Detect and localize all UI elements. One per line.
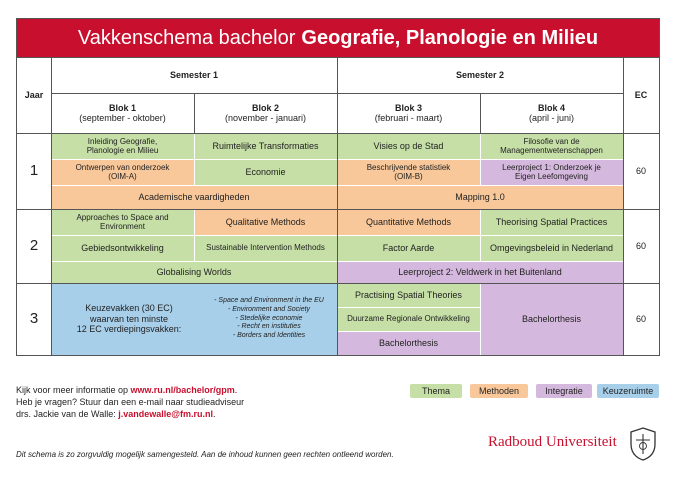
year-1-number: 1 (29, 162, 39, 180)
verdiepingsvakken-list (204, 297, 334, 341)
course-ontwerpen-van-onderzoek: Ontwerpen van onderzoek (OIM-A) (51, 159, 194, 185)
year-1-ec: 60 (635, 165, 646, 176)
course-mapping: Mapping 1.0 (337, 185, 623, 209)
list-item: - Environment and Society (227, 305, 311, 313)
course-visies-op-de-stad: Visies op de Stad (337, 133, 480, 159)
legend-integratie: Integratie (536, 384, 592, 398)
course-academische-vaardigheden: Academische vaardigheden (51, 185, 337, 209)
course-economie: Economie (194, 159, 337, 185)
list-item: - Space and Environment in the EU (214, 297, 324, 305)
course-qualitative-methods: Qualitative Methods (194, 209, 337, 235)
course-bachelorthesis-blok3: Bachelorthesis (337, 331, 480, 355)
course-quantitative-methods: Quantitative Methods (337, 209, 480, 235)
list-item: - Borders and Identities (232, 332, 306, 340)
header-semester-2: Semester 2 (455, 69, 505, 80)
university-crest-icon (628, 426, 658, 462)
course-leerproject-1: Leerproject 1: Onderzoek je Eigen Leefomgeving (480, 159, 623, 185)
course-filosofie-management: Filosofie van de Managementwetenschappen (480, 133, 623, 159)
year-3-number: 3 (29, 310, 39, 328)
footer-line-3: drs. Jackie van de Walle: j.vandewalle@fm.ru.nl. (16, 409, 216, 420)
title-bold: Geografie, Planologie en Milieu (301, 26, 599, 49)
email-link[interactable]: j.vandewalle@fm.ru.nl (118, 409, 214, 420)
course-gebiedsontwikkeling: Gebiedsontwikkeling (51, 235, 194, 261)
university-logo-text: Radboud Universiteit (488, 434, 617, 450)
footer-line-1: Kijk voor meer informatie op www.ru.nl/bachelor/gpm. (16, 385, 238, 395)
keuzevakken-text: Keuzevakken (30 EC) waarvan ten minste 12 EC verdiepingsvakken: (76, 303, 182, 335)
course-theorising-spatial-practices: Theorising Spatial Practices (480, 209, 623, 235)
footer-line-2: Heb je vragen? Stuur dan een e-mail naar studieadviseur (16, 397, 245, 408)
year-2-ec: 60 (635, 240, 646, 251)
course-schedule-table (16, 18, 660, 356)
legend-thema: Thema (410, 384, 462, 398)
header-semester-1: Semester 1 (169, 69, 219, 80)
year-3-ec: 60 (635, 313, 646, 324)
legend-methoden: Methoden (470, 384, 528, 398)
course-ruimtelijke-transformaties: Ruimtelijke Transformaties (194, 133, 337, 159)
header-blok-1: Blok 1 (september - oktober) (79, 102, 166, 123)
header-ec: EC (634, 89, 648, 100)
course-bachelorthesis-blok4: Bachelorthesis (480, 283, 623, 355)
list-item: - Recht en instituties (237, 323, 301, 331)
header-blok-2: Blok 2 (november - januari) (224, 102, 307, 123)
course-omgevingsbeleid: Omgevingsbeleid in Nederland (480, 235, 623, 261)
course-leerproject-2: Leerproject 2: Veldwerk in het Buitenland (337, 261, 623, 283)
keuzeruimte-block (51, 283, 337, 355)
footer-info (16, 384, 244, 420)
course-sustainable-intervention-methods: Sustainable Intervention Methods (194, 235, 337, 261)
header-blok-4: Blok 4 (april - juni) (528, 102, 574, 123)
title-regular: Vakkenschema bachelor (77, 26, 296, 49)
legend-keuzeruimte: Keuzeruimte (597, 384, 659, 398)
year-2-number: 2 (29, 237, 39, 255)
course-factor-aarde: Factor Aarde (337, 235, 480, 261)
course-beschrijvende-statistiek: Beschrijvende statistiek (OIM-B) (337, 159, 480, 185)
course-practising-spatial-theories: Practising Spatial Theories (337, 283, 480, 307)
course-inleiding-gpm: Inleiding Geografie, Planologie en Milieu (51, 133, 194, 159)
course-approaches-space-environment: Approaches to Space and Environment (51, 209, 194, 235)
header-blok-3: Blok 3 (februari - maart) (374, 102, 443, 123)
page-title (17, 19, 659, 57)
course-globalising-worlds: Globalising Worlds (51, 261, 337, 283)
course-duurzame-regionale-ontwikkeling: Duurzame Regionale Ontwikkeling (337, 307, 480, 331)
header-jaar: Jaar (24, 89, 44, 100)
disclaimer: Dit schema is zo zorgvuldig mogelijk samengesteld. Aan de inhoud kunnen geen rechten ontleend worden. (16, 450, 394, 459)
info-link[interactable]: www.ru.nl/bachelor/gpm (130, 385, 235, 395)
list-item: - Stedelijke economie (235, 314, 303, 322)
